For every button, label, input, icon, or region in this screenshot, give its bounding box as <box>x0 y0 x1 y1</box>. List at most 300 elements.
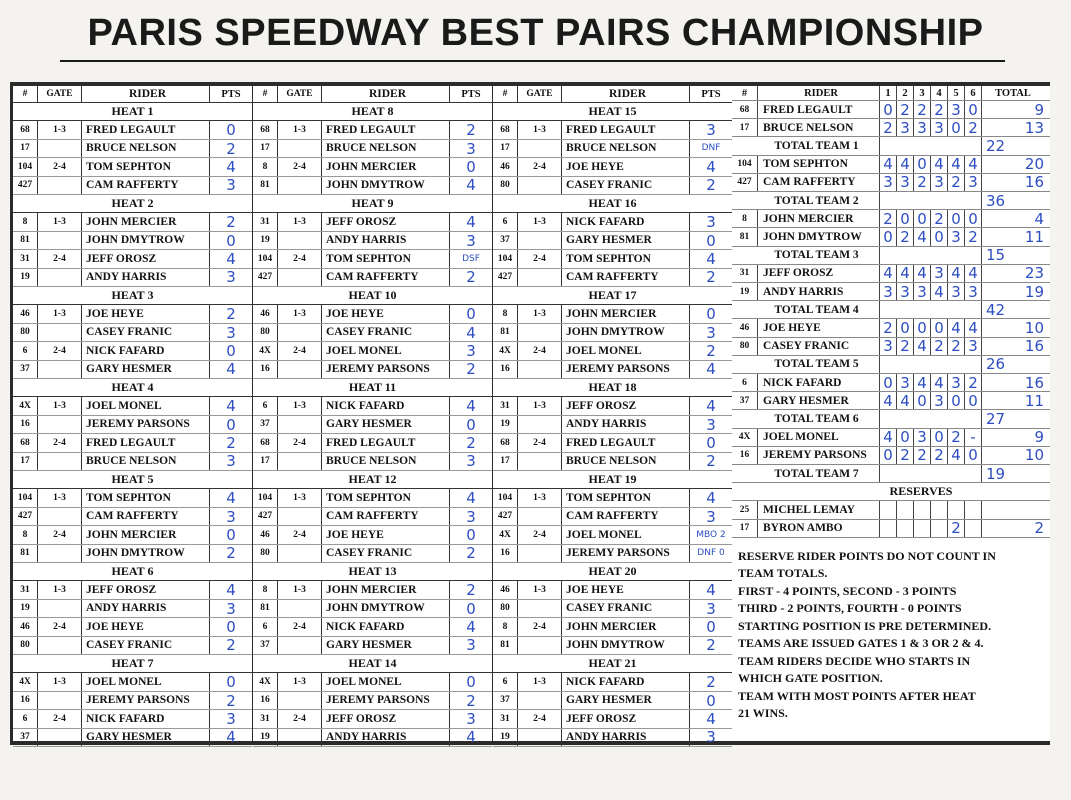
header-num: # <box>732 86 758 100</box>
points-handwritten: 0 <box>466 526 476 544</box>
rider-number: 8 <box>732 210 758 227</box>
header-gate: GATE <box>518 86 562 102</box>
rider-name: JOHN DMYTROW <box>322 177 450 194</box>
heat-score: 4 <box>948 265 965 282</box>
rider-total: 2 <box>1034 519 1044 537</box>
heat-row <box>493 692 732 710</box>
heat-row <box>493 177 732 195</box>
points-handwritten: 4 <box>466 213 476 231</box>
points-handwritten: 4 <box>466 489 476 507</box>
points-handwritten: 4 <box>706 710 716 728</box>
points-handwritten: 4 <box>706 489 716 507</box>
rider-number: 46 <box>253 305 278 322</box>
heat-score: 0 <box>880 101 897 118</box>
rider-number: 16 <box>13 416 38 433</box>
gate-assignment <box>278 324 322 341</box>
heat-score: 3 <box>897 119 914 136</box>
points-handwritten: 2 <box>226 213 236 231</box>
gate-assignment <box>38 545 82 562</box>
points-handwritten: 0 <box>226 415 236 434</box>
heat-score: 0 <box>914 392 931 409</box>
heat-row <box>13 232 252 250</box>
rules-note-line: STARTING POSITION IS PRE DETERMINED. <box>738 618 992 633</box>
heat-score: 2 <box>965 119 982 136</box>
rider-number: 427 <box>732 174 758 191</box>
heat-row <box>493 397 732 415</box>
rider-number: 16 <box>13 692 38 709</box>
rider-number: 81 <box>253 177 278 194</box>
heat-title: HEAT 5 <box>13 471 252 489</box>
gate-assignment <box>278 637 322 654</box>
rider-name: GARY HESMER <box>562 692 690 709</box>
points-handwritten: 2 <box>466 434 476 452</box>
rider-name: JEFF OROSZ <box>322 710 450 727</box>
heat-score: 2 <box>931 338 948 355</box>
heat-row <box>493 673 732 691</box>
gate-assignment <box>518 416 562 433</box>
heat-score: 2 <box>914 101 931 118</box>
header-gate: GATE <box>38 86 82 102</box>
gate-assignment: 1-3 <box>38 305 82 322</box>
team-total-label: TOTAL TEAM 1 <box>732 137 880 154</box>
gate-assignment: 2-4 <box>518 250 562 267</box>
points-handwritten: DNF <box>701 143 721 154</box>
points-handwritten: 0 <box>226 526 236 544</box>
rider-number: 4X <box>732 429 758 446</box>
heat-row <box>253 729 492 747</box>
rider-name: JOHN DMYTROW <box>562 324 690 341</box>
points-handwritten: 0 <box>466 305 476 323</box>
rider-name: CAM RAFFERTY <box>322 269 450 286</box>
heat-score: 2 <box>931 101 948 118</box>
points-handwritten: 0 <box>226 342 236 360</box>
heat-row <box>493 416 732 434</box>
team-total-spacer <box>880 192 982 209</box>
team-total-spacer <box>880 356 982 373</box>
points-handwritten: 4 <box>226 397 236 415</box>
rider-number: 427 <box>493 508 518 525</box>
heat-score: 0 <box>880 447 897 464</box>
rider-name: JOEL MONEL <box>322 342 450 359</box>
rider-name: FRED LEGAULT <box>562 434 690 451</box>
rider-number: 4X <box>253 673 278 690</box>
reserves-heading: RESERVES <box>889 484 953 499</box>
rider-total <box>982 501 1050 518</box>
rider-name: CASEY FRANIC <box>562 600 690 617</box>
rider-number: 81 <box>13 232 38 249</box>
heat-row <box>493 637 732 655</box>
rider-number: 81 <box>493 637 518 654</box>
team-total-spacer <box>880 247 982 264</box>
rider-number: 8 <box>493 305 518 322</box>
team-total-value: 36 <box>986 192 1006 210</box>
rider-number: 19 <box>253 232 278 249</box>
gate-assignment <box>38 729 82 746</box>
heat-row <box>13 140 252 158</box>
heat-score: 0 <box>965 210 982 227</box>
rider-number: 68 <box>253 434 278 451</box>
points-handwritten: 2 <box>226 305 236 323</box>
rider-name: JOEL MONEL <box>322 673 450 690</box>
points-handwritten: 3 <box>226 507 236 526</box>
heat-score: 4 <box>914 374 931 391</box>
rider-number: 80 <box>732 338 758 355</box>
team-total-value: 26 <box>986 355 1006 373</box>
rider-name: TOM SEPHTON <box>322 250 450 267</box>
heat-row <box>253 692 492 710</box>
rider-number: 46 <box>13 305 38 322</box>
team-rider-row <box>732 119 1050 137</box>
header-pts: PTS <box>221 88 241 100</box>
heat-score: 2 <box>948 520 965 537</box>
rider-total: 9 <box>1034 101 1044 119</box>
heat-row <box>493 434 732 452</box>
heat-score: 2 <box>931 210 948 227</box>
rider-number: 6 <box>13 710 38 727</box>
heat-score: 3 <box>931 392 948 409</box>
heat-score: 2 <box>897 228 914 245</box>
points-handwritten: 4 <box>226 250 236 268</box>
heat-score: - <box>965 429 982 446</box>
gate-assignment <box>518 692 562 709</box>
heat-table-header <box>493 86 732 103</box>
rider-name: JOHN DMYTROW <box>758 228 880 245</box>
rider-name: TOM SEPHTON <box>82 489 210 506</box>
gate-assignment: 2-4 <box>518 158 562 175</box>
heat-row <box>13 729 252 747</box>
rules-note-line: FIRST - 4 POINTS, SECOND - 3 POINTS <box>738 583 957 598</box>
rider-number: 31 <box>13 581 38 598</box>
rider-number: 31 <box>732 265 758 282</box>
heat-row <box>493 361 732 379</box>
rider-number: 31 <box>493 710 518 727</box>
team-total-label: TOTAL TEAM 3 <box>732 247 880 264</box>
heat-score: 3 <box>897 374 914 391</box>
heat-score: 0 <box>897 429 914 446</box>
gate-assignment: 1-3 <box>278 581 322 598</box>
heat-title: HEAT 7 <box>13 655 252 673</box>
points-handwritten: 4 <box>226 489 236 507</box>
rider-name: CAM RAFFERTY <box>82 508 210 525</box>
heat-score <box>897 520 914 537</box>
heat-row <box>253 453 492 471</box>
heat-row <box>13 508 252 526</box>
heat-row <box>13 121 252 139</box>
points-handwritten: 4 <box>226 728 236 746</box>
rider-number: 37 <box>493 692 518 709</box>
rider-name: CASEY FRANIC <box>82 324 210 341</box>
heat-title: HEAT 4 <box>13 379 252 397</box>
team-rider-row <box>732 447 1050 465</box>
heat-score <box>948 501 965 518</box>
heat-row <box>493 324 732 342</box>
rider-number: 4X <box>253 342 278 359</box>
rider-name: ANDY HARRIS <box>562 729 690 746</box>
gate-assignment: 2-4 <box>278 710 322 727</box>
rider-name: CAM RAFFERTY <box>562 269 690 286</box>
heat-row <box>13 545 252 563</box>
heat-score: 4 <box>914 228 931 245</box>
rider-number: 8 <box>253 158 278 175</box>
heat-row <box>253 361 492 379</box>
team-rider-row <box>732 319 1050 337</box>
points-handwritten: 2 <box>226 434 236 452</box>
rider-name: BRUCE NELSON <box>322 140 450 157</box>
heat-column-2 <box>253 86 492 746</box>
heat-row <box>493 305 732 323</box>
points-handwritten: DNF 0 <box>697 548 725 559</box>
points-handwritten: 0 <box>706 305 716 323</box>
gate-assignment: 2-4 <box>38 342 82 359</box>
heat-score: 0 <box>880 374 897 391</box>
heat-row <box>13 434 252 452</box>
rider-total: 19 <box>1024 283 1044 301</box>
team-total-row <box>732 465 1050 483</box>
gate-assignment <box>38 508 82 525</box>
heat-row <box>493 232 732 250</box>
heat-row <box>253 416 492 434</box>
heat-score: 2 <box>948 338 965 355</box>
heat-score: 3 <box>948 228 965 245</box>
heat-score: 2 <box>914 174 931 191</box>
rider-name: TOM SEPHTON <box>758 156 880 173</box>
rider-name: BRUCE NELSON <box>562 140 690 157</box>
gate-assignment: 2-4 <box>518 618 562 635</box>
rider-number: 80 <box>253 324 278 341</box>
heat-score: 0 <box>897 319 914 336</box>
rider-number: 81 <box>13 545 38 562</box>
heat-score: 2 <box>897 101 914 118</box>
points-handwritten: 3 <box>706 121 716 139</box>
points-handwritten: 4 <box>226 581 236 599</box>
rider-name: MICHEL LEMAY <box>758 501 880 518</box>
gate-assignment <box>278 177 322 194</box>
points-handwritten: 4 <box>226 360 236 378</box>
rider-number: 6 <box>253 397 278 414</box>
rider-name: JOE HEYE <box>758 319 880 336</box>
rider-name: JOE HEYE <box>562 581 690 598</box>
gate-assignment: 2-4 <box>38 618 82 635</box>
points-handwritten: 2 <box>466 544 476 562</box>
heat-row <box>13 581 252 599</box>
rider-number: 81 <box>732 228 758 245</box>
rider-name: JOHN MERCIER <box>562 618 690 635</box>
gate-assignment: 1-3 <box>518 489 562 506</box>
heat-row <box>13 692 252 710</box>
rider-name: TOM SEPHTON <box>82 158 210 175</box>
heat-score: 2 <box>948 429 965 446</box>
team-total-label: TOTAL TEAM 2 <box>732 192 880 209</box>
heat-score <box>965 520 982 537</box>
points-handwritten: 0 <box>466 673 476 691</box>
heat-title: HEAT 11 <box>253 379 492 397</box>
team-total-value: 42 <box>986 301 1006 319</box>
points-handwritten: 0 <box>226 673 236 691</box>
rider-name: JOE HEYE <box>82 305 210 322</box>
gate-assignment <box>518 545 562 562</box>
points-handwritten: 3 <box>466 452 476 470</box>
gate-assignment <box>518 453 562 470</box>
gate-assignment <box>38 324 82 341</box>
rider-number: 16 <box>493 545 518 562</box>
points-handwritten: 3 <box>466 139 476 158</box>
heat-row <box>493 710 732 728</box>
rider-number: 427 <box>253 508 278 525</box>
rider-name: JOEL MONEL <box>82 673 210 690</box>
rider-number: 16 <box>732 447 758 464</box>
heat-score: 3 <box>880 283 897 300</box>
heat-title: HEAT 12 <box>253 471 492 489</box>
rider-name: GARY HESMER <box>758 392 880 409</box>
points-handwritten: 3 <box>466 710 476 728</box>
heat-row <box>493 545 732 563</box>
rider-total: 16 <box>1024 173 1044 191</box>
heat-score: 0 <box>948 392 965 409</box>
team-rider-row <box>732 210 1050 228</box>
heat-score: 3 <box>931 265 948 282</box>
heat-row <box>13 342 252 360</box>
rider-number: 427 <box>253 269 278 286</box>
rider-number: 17 <box>253 140 278 157</box>
rider-number: 104 <box>13 158 38 175</box>
gate-assignment <box>38 416 82 433</box>
rider-number: 17 <box>493 140 518 157</box>
rider-name: CASEY FRANIC <box>322 545 450 562</box>
heat-row <box>253 213 492 231</box>
gate-assignment: 2-4 <box>518 342 562 359</box>
heat-score <box>931 520 948 537</box>
heat-score: 0 <box>931 228 948 245</box>
rider-number: 37 <box>253 637 278 654</box>
rider-name: BYRON AMBO <box>758 520 880 537</box>
rider-number: 68 <box>13 434 38 451</box>
rider-number: 17 <box>13 140 38 157</box>
rider-name: NICK FAFARD <box>82 342 210 359</box>
rider-name: CAM RAFFERTY <box>562 508 690 525</box>
rider-number: 16 <box>493 361 518 378</box>
points-handwritten: 2 <box>706 673 716 691</box>
rider-total: 23 <box>1024 264 1044 282</box>
rider-name: NICK FAFARD <box>82 710 210 727</box>
rider-name: JEREMY PARSONS <box>758 447 880 464</box>
rider-number: 4X <box>13 397 38 414</box>
team-total-value: 22 <box>986 137 1006 155</box>
rider-number: 80 <box>253 545 278 562</box>
rider-name: JOEL MONEL <box>562 526 690 543</box>
gate-assignment <box>278 508 322 525</box>
header-rider: RIDER <box>758 86 880 100</box>
rider-number: 104 <box>13 489 38 506</box>
rider-number: 6 <box>253 618 278 635</box>
heat-title: HEAT 10 <box>253 287 492 305</box>
rider-name: TOM SEPHTON <box>562 489 690 506</box>
heat-score: 0 <box>965 447 982 464</box>
heat-title: HEAT 8 <box>253 103 492 121</box>
points-handwritten: 3 <box>706 507 716 526</box>
gate-assignment: 2-4 <box>38 158 82 175</box>
points-handwritten: 2 <box>226 636 236 654</box>
gate-assignment <box>518 140 562 157</box>
rider-total: 16 <box>1024 374 1044 392</box>
points-handwritten: 0 <box>466 158 476 176</box>
gate-assignment <box>518 637 562 654</box>
rider-number: 8 <box>13 526 38 543</box>
header-heat-2: 2 <box>897 86 914 100</box>
heat-score: 4 <box>914 338 931 355</box>
heat-score <box>914 501 931 518</box>
rider-number: 37 <box>13 361 38 378</box>
rider-number: 68 <box>493 121 518 138</box>
team-total-row <box>732 247 1050 265</box>
gate-assignment: 1-3 <box>518 305 562 322</box>
rider-number: 80 <box>493 600 518 617</box>
heat-score <box>880 520 897 537</box>
gate-assignment <box>278 269 322 286</box>
points-handwritten: 2 <box>466 268 476 286</box>
points-handwritten: 2 <box>466 121 476 139</box>
rider-name: JOE HEYE <box>322 305 450 322</box>
team-rider-row <box>732 174 1050 192</box>
rider-total: 4 <box>1034 210 1044 228</box>
rider-name: TOM SEPHTON <box>322 489 450 506</box>
team-total-spacer <box>880 410 982 427</box>
heat-row <box>253 250 492 268</box>
reserve-rider-row <box>732 520 1050 538</box>
rider-name: JEFF OROSZ <box>562 710 690 727</box>
score-table-header <box>732 86 1050 101</box>
heat-score: 3 <box>965 283 982 300</box>
rider-total: 11 <box>1024 392 1044 410</box>
heat-row <box>13 453 252 471</box>
rider-name: CASEY FRANIC <box>322 324 450 341</box>
heat-title: HEAT 15 <box>493 103 732 121</box>
rules-note-line: TEAM RIDERS DECIDE WHO STARTS IN <box>738 653 971 668</box>
heat-row <box>493 140 732 158</box>
points-handwritten: 2 <box>706 176 716 194</box>
points-handwritten: 2 <box>466 581 476 599</box>
heat-row <box>253 269 492 287</box>
rider-name: JOEL MONEL <box>82 397 210 414</box>
gate-assignment: 1-3 <box>518 213 562 230</box>
header-heat-4: 4 <box>931 86 948 100</box>
rider-number: 46 <box>13 618 38 635</box>
points-handwritten: 4 <box>706 360 716 378</box>
rider-name: NICK FAFARD <box>322 618 450 635</box>
heat-score: 2 <box>880 119 897 136</box>
heat-row <box>253 140 492 158</box>
rider-name: ANDY HARRIS <box>322 729 450 746</box>
gate-assignment: 2-4 <box>38 526 82 543</box>
heat-row <box>253 489 492 507</box>
points-handwritten: 0 <box>226 618 236 636</box>
heat-row <box>493 342 732 360</box>
heat-row <box>493 213 732 231</box>
heat-score: 4 <box>948 447 965 464</box>
points-handwritten: 3 <box>226 452 236 470</box>
heat-score: 0 <box>931 319 948 336</box>
rider-total: 13 <box>1024 119 1044 137</box>
points-handwritten: 3 <box>706 213 716 231</box>
rider-name: JOE HEYE <box>562 158 690 175</box>
rider-number: 80 <box>13 637 38 654</box>
rider-number: 6 <box>493 213 518 230</box>
rider-name: GARY HESMER <box>82 729 210 746</box>
rider-number: 17 <box>13 453 38 470</box>
rider-number: 16 <box>253 692 278 709</box>
rules-note-line: 21 WINS. <box>738 706 788 721</box>
team-rider-row <box>732 338 1050 356</box>
points-handwritten: 3 <box>226 268 236 286</box>
